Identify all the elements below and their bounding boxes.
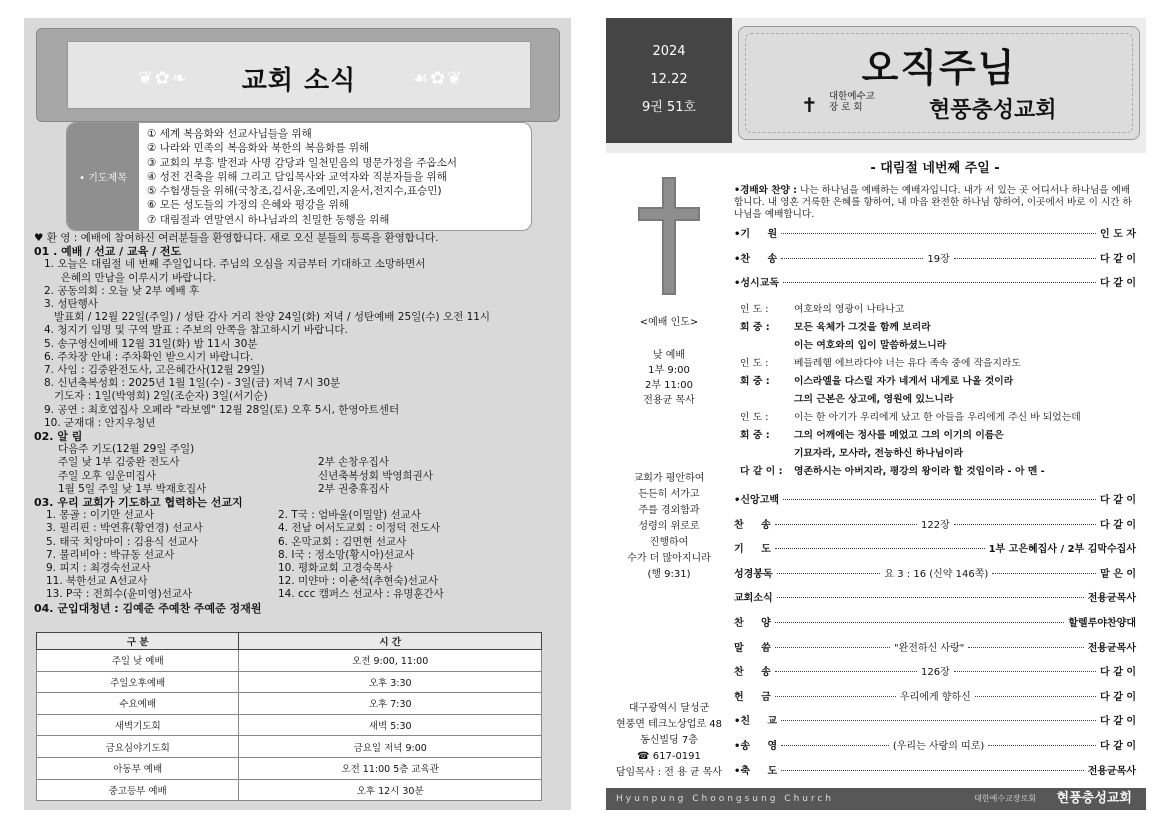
schedule-cell: 오후 3:30 [239,671,542,693]
verse-line: 교회가 평안하여 [633,473,705,484]
mission-item: 3. 필리핀 : 박연휴(황연경) 선교사 [46,522,203,535]
footer-bar [606,788,1146,810]
verse-line: (행 9:31) [647,569,691,580]
table-row [37,650,542,672]
mission-item: 4. 전남 여서도교회 : 이정덕 전도사 [278,522,441,535]
cross-icon [634,173,704,298]
vine-ornament-icon: ☙ ✿ ❦ [412,68,460,89]
order-name: •신앙고백 [734,495,780,506]
service-line: 2부 11:00 [644,380,694,391]
mission-item: 5. 태국 치앙마이 : 김용식 선교사 [46,535,198,548]
leader-dots [775,696,896,697]
mission-row [46,509,559,522]
resp-line [740,411,1142,429]
prayer-item: ⑥ 모든 성도들의 가정의 은혜와 평강을 위해 [147,199,349,212]
year: 2024 [652,44,686,59]
schedule-cell: 새벽기도회 [37,714,239,736]
resp-line [740,393,1142,411]
leader-dots [954,524,1096,525]
resp-text: 모든 육체가 그것을 함께 보리라 [794,322,931,333]
news-banner [36,28,560,122]
leader-dots [781,720,1096,721]
resp-speaker: 회 중 : [740,376,770,387]
prayer-box [66,122,532,231]
mission-item: 7. 불리비아 : 박규동 선교사 [46,548,175,561]
footer-church: 현풍충성교회 [1056,791,1132,806]
schedule-cell: 금요심야기도회 [37,736,239,758]
worship-guide [606,315,732,408]
mission-item: 6. 온막교회 : 김면현 선교사 [278,535,407,548]
mission-list [34,509,559,601]
order-name: 찬 양 [734,617,771,629]
leader-dots [775,524,917,525]
resp-line [740,357,1142,375]
order-leader: 인 도 자 [1100,229,1136,240]
mission-row [46,575,559,588]
order-name: 찬 송 [734,519,771,531]
news-item: 2. 공동의회 : 오늘 낮 2부 예배 후 [44,284,200,297]
order-row [734,737,1136,762]
notice-item: 주일 낮 1부 김중완 전도사 [58,456,180,469]
schedule-cell: 주일오후예배 [37,671,239,693]
schedule-table [36,632,542,801]
right-page [606,18,1146,810]
schedule-cell: 오후 12시 30분 [239,779,542,801]
order-detail: 요 3 : 16 (신약 146쪽) [884,568,989,580]
leader-dots [968,647,1083,648]
schedule-cell: 오전 11:00 5층 교육관 [239,757,542,779]
order-row [734,614,1136,639]
org-line: 대한예수교 [829,91,875,102]
issue: 9권 51호 [641,100,697,115]
leader-dots [988,745,1096,746]
news-item: 기도자 : 1일(박영희) 2일(조순자) 3일(서기순) [44,390,268,403]
order-row [734,639,1136,664]
intro-label: •경배와 찬양 : [734,185,797,196]
table-row [37,714,542,736]
church-address [606,701,732,781]
order-leader: 전용균목사 [1087,642,1137,654]
order-name: 성경봉독 [734,568,773,580]
service-line: 낮 예배 [652,350,686,361]
order-of-worship [606,153,1146,788]
notice-item: 2부 권충휴집사 [318,482,389,495]
order-leader: 1부 고은혜집사 / 2부 김막수집사 [988,544,1136,556]
leader-dots [777,573,881,574]
leader-dots [781,745,889,746]
resp-line [740,321,1142,339]
news-item: 1. 오늘은 대림절 네 번째 주일입니다. 주님의 오심을 지금부터 기대하고 소망하면서 [44,258,426,271]
order-detail: 122장 [921,519,950,531]
footer-org: 대한예수교장로회 [974,794,1036,803]
news-item: 4. 청지기 임명 및 구역 발표 : 주보의 안쪽을 참고하시기 바랍니다. [44,324,348,337]
order-leader: 다 같 이 [1100,253,1136,265]
order-leader: 다 같 이 [1100,667,1136,679]
notice-item: 주일 오후 임운미집사 [58,469,156,482]
news-item: 9. 공연 : 최호엽집사 오페라 "라보엠" 12월 28일(토) 오후 5시, 한영아트센터 [44,403,400,416]
verse-line: 든든히 서가고 [638,489,700,500]
order-row [734,225,1136,250]
order-detail: 19장 [927,253,950,265]
resp-speaker: 다 같 이 : [740,466,783,477]
guide-heading: <예배 인도> [639,317,699,328]
section-heading: 02. 알 림 [34,430,83,444]
welcome-text: ♥ 환 영 : 예배에 참여하신 여러분들을 환영합니다. 새로 오신 분들의 등록을 환영합니다. [34,232,439,244]
section-heading: 03. 우리 교회가 기도하고 협력하는 선교지 [34,496,243,510]
resp-text: 이는 한 아기가 우리에게 났고 한 아들을 우리에게 주신 바 되었는데 [794,412,1081,423]
leader-dots [775,548,985,549]
order-detail: "완전하신 사랑" [894,642,965,654]
order-leader: 다 같 이 [1100,519,1136,531]
order-name: •찬 송 [734,253,778,265]
schedule-cell: 수요예배 [37,693,239,715]
leader-dots [775,622,1065,623]
table-row [37,757,542,779]
prayer-item: ⑤ 수험생들을 위해(국창조,김서윤,조예민,지윤서,전지수,표승민) [147,185,442,198]
notice-item: 신년축복성회 박영희권사 [318,469,433,482]
order-name: •축 도 [734,765,778,777]
resp-line [740,375,1142,393]
notice-row [58,456,559,469]
intro-body: 나는 하나님을 예배하는 예배자입니다. 내가 서 있는 곳 어디서나 하나님을 예배합니다. 내 영혼 거룩한 은혜를 향하여, 내 마음 완전한 하나님 향하여, 이곳에서 바로 이 시간 하나님을 예배합니다. [734,185,1132,220]
table-row [37,736,542,758]
verse-line: 진행하여 [649,537,689,548]
order-detail: 우리에게 향하신 [899,691,971,703]
leader-dots [781,770,1084,771]
order-list-bottom [734,491,1136,786]
news-item: 5. 송구영신예배 12월 31일(화) 밤 11시 30분 [44,337,258,350]
news-body [34,232,559,615]
resp-text: 여호와의 영광이 나타나고 [794,304,905,315]
leader-dots [992,573,1096,574]
section-heading: 04. 군입대청년 : 김예준 주예찬 주예준 정재원 [34,601,262,615]
scripture-verse [606,471,732,583]
order-name: •기 원 [734,229,778,240]
table-header: 구 분 [37,633,239,650]
resp-speaker: 인 도 : [740,358,769,369]
news-item: 발표회 / 12월 22일(주일) / 성탄 감사 거리 찬양 24일(화) 저녁 / 성탄예배 25일(수) 오전 11시 [44,311,491,324]
news-title: 교회 소식 [241,66,357,96]
verse-line: 성령의 위로로 [638,521,700,532]
date-box [606,18,732,143]
leader-dots [954,671,1096,672]
order-leader: 다 같 이 [1100,495,1136,506]
order-leader: 전용균목사 [1087,593,1136,605]
resp-text: 영존하시는 아버지라, 평강의 왕이라 할 것임이라 - 아 멘 - [794,466,1045,477]
verse-line: 수가 더 많아지니라 [627,553,711,564]
order-row [734,663,1136,688]
order-row [734,762,1136,787]
table-row [37,693,542,715]
vine-ornament-icon: ❦ ✿ ❧ [138,68,185,89]
mission-row [46,522,559,535]
order-detail: (우리는 사랑의 띠로) [892,740,985,752]
table-row [37,671,542,693]
order-leader: 다 같 이 [1100,740,1136,752]
table-row [37,779,542,801]
responsive-reading [740,303,1142,483]
prayer-item: ⑦ 대림절과 연말연시 하나님과의 친밀한 동행을 위해 [147,213,390,226]
news-item: 10. 군재대 : 안지우청년 [44,416,156,429]
resp-speaker: 회 중 : [740,430,770,441]
notice-head: 다음주 기도(12월 29일 주일) [58,443,195,456]
resp-text: 기묘자라, 모사라, 전능하신 하나님이라 [794,448,964,459]
news-item: 8. 신년축복성회 : 2025년 1월 1일(수) - 3일(금) 저녁 7시 30분 [44,377,341,390]
order-row [734,688,1136,713]
notice-row [58,470,559,483]
mission-item: 12. 미얀마 : 이춘석(추현숙)선교사 [278,575,439,588]
order-row [734,712,1136,737]
leader-dots [775,671,917,672]
worship-items [34,258,559,430]
resp-text: 이스라엘을 다스릴 자가 네게서 내게로 나올 것이라 [794,376,1014,387]
service-line: 1부 9:00 [648,365,690,376]
order-name: 교회소식 [734,593,773,605]
resp-line [740,465,1142,483]
prayer-item: ④ 성전 건축을 위해 그리고 담임목사와 교역자와 직분자들을 위해 [147,170,447,183]
table-header: 시 간 [239,633,542,650]
news-item: 은혜의 만남을 이루시기 바랍니다. [44,271,217,284]
prayer-item: ② 나라와 민족의 복음화와 북한의 복음화를 위해 [147,142,370,155]
date: 12.22 [650,72,688,87]
order-list-top [734,225,1136,299]
intro-text [734,185,1136,221]
mission-item: 13. P국 : 전희수(윤미영)선교사 [46,588,193,601]
order-leader: 다 같 이 [1100,278,1136,290]
mission-item: 14. ccc 캠퍼스 선교사 : 유명훈간사 [278,588,444,601]
order-name: 기 도 [734,544,771,556]
order-row [734,274,1136,299]
order-leader: 다 같 이 [1100,691,1136,703]
left-page [24,18,571,810]
news-item: 3. 성탄행사 [44,298,98,311]
order-name: 말 씀 [734,642,771,654]
schedule-cell: 금요일 저녁 9:00 [239,736,542,758]
notice-row [58,483,559,496]
order-leader: 할렐루야찬양대 [1068,617,1136,629]
resp-speaker: 인 도 : [740,304,769,315]
schedule-cell: 새벽 5:30 [239,714,542,736]
schedule-cell: 오전 9:00, 11:00 [239,650,542,672]
address-line: ☎ 617-0191 [637,751,701,762]
order-name: •성시교독 [734,278,780,290]
leader-dots [775,647,890,648]
order-name: 찬 송 [734,667,771,679]
mission-item: 10. 평화교회 고경숙목사 [278,562,393,575]
order-leader: 전용균목사 [1087,765,1136,777]
bulletin-title: 오직주님 [861,46,1017,90]
resp-text: 그의 근본은 상고에, 영원에 있느니라 [794,394,954,405]
leader-dots [777,597,1084,598]
order-name: •친 교 [734,716,778,728]
church-logo-icon: ✝ [801,93,818,117]
order-leader: 다 같 이 [1100,716,1136,728]
leader-dots [975,696,1096,697]
mission-row [46,588,559,601]
order-row [734,540,1136,565]
leader-dots [783,499,1096,500]
prayer-label: • 기도제목 [67,123,139,230]
order-leader: 맡 은 이 [1100,568,1137,580]
resp-text: 베들레헴 에브라다야 너는 유다 족속 중에 작을지라도 [794,358,1021,369]
notice-list [34,456,559,496]
church-name: 현풍충성교회 [929,97,1057,123]
order-row [734,589,1136,614]
footer-english-name: Hyunpung Choongsung Church [616,794,835,804]
schedule-cell: 아동부 예배 [37,757,239,779]
address-line: 현풍면 테크노상업로 48 [615,719,723,730]
order-row [734,516,1136,541]
mission-item: 2. T국 : 엄바울(이밀알) 선교사 [278,509,421,522]
mission-item: 1. 몽골 : 이기만 선교사 [46,509,155,522]
mission-item: 8. I국 : 정소망(황시아)선교사 [278,548,415,561]
prayer-item: ③ 교회의 부흥 발전과 사명 감당과 일천믿음의 명문가정을 주옵소서 [147,156,457,169]
order-row [734,491,1136,516]
prayer-list [147,127,457,227]
section-heading: 01 . 예배 / 선교 / 교육 / 전도 [34,245,182,259]
title-box [738,26,1140,140]
schedule-cell: 중고등부 예배 [37,779,239,801]
mission-item: 9. 피지 : 최경숙선교사 [46,562,151,575]
schedule-cell: 주일 낮 예배 [37,650,239,672]
leader-dots [781,233,1096,234]
resp-speaker: 회 중 : [740,322,770,333]
service-subtitle: - 대림절 네번째 주일 - [870,161,1000,176]
address-line: 대구광역시 달성군 [628,703,710,714]
org-line: 장 로 회 [829,102,863,113]
resp-line [740,429,1142,447]
order-detail: 126장 [921,667,950,679]
service-line: 전용균 목사 [643,395,695,406]
resp-line [740,303,1142,321]
mission-row [46,549,559,562]
leader-dots [954,258,1096,259]
resp-line [740,447,1142,465]
order-row [734,565,1136,590]
order-name: 헌 금 [734,691,771,703]
mission-row [46,536,559,549]
leader-dots [783,282,1096,283]
news-item: 7. 사임 : 김중완전도사, 고은혜간사(12월 29일) [44,364,265,377]
resp-text: 이는 여호와의 입이 말씀하셨느니라 [794,340,947,351]
mission-row [46,562,559,575]
verse-line: 주를 경외함과 [638,505,700,516]
resp-line [740,339,1142,357]
resp-speaker: 인 도 : [740,412,769,423]
prayer-item: ① 세계 복음화와 선교사님들을 위해 [147,128,312,140]
news-item: 6. 주차장 안내 : 주차확인 받으시기 바랍니다. [44,350,254,363]
news-banner-inner [67,41,531,109]
order-name: •송 영 [734,740,778,752]
resp-text: 그의 어깨에는 정사를 메었고 그의 이기의 이름은 [794,430,1004,441]
notice-item: 1월 5일 주일 낮 1부 박재호집사 [58,482,207,495]
address-line: 동신빌딩 7층 [640,735,698,746]
mission-item: 11. 북한선교 A선교사 [46,575,148,588]
leader-dots [781,258,923,259]
schedule-cell: 오후 7:30 [239,693,542,715]
order-row [734,250,1136,275]
notice-item: 2부 손창우집사 [318,456,389,469]
address-line: 담임목사 : 전 용 균 목사 [615,767,723,778]
